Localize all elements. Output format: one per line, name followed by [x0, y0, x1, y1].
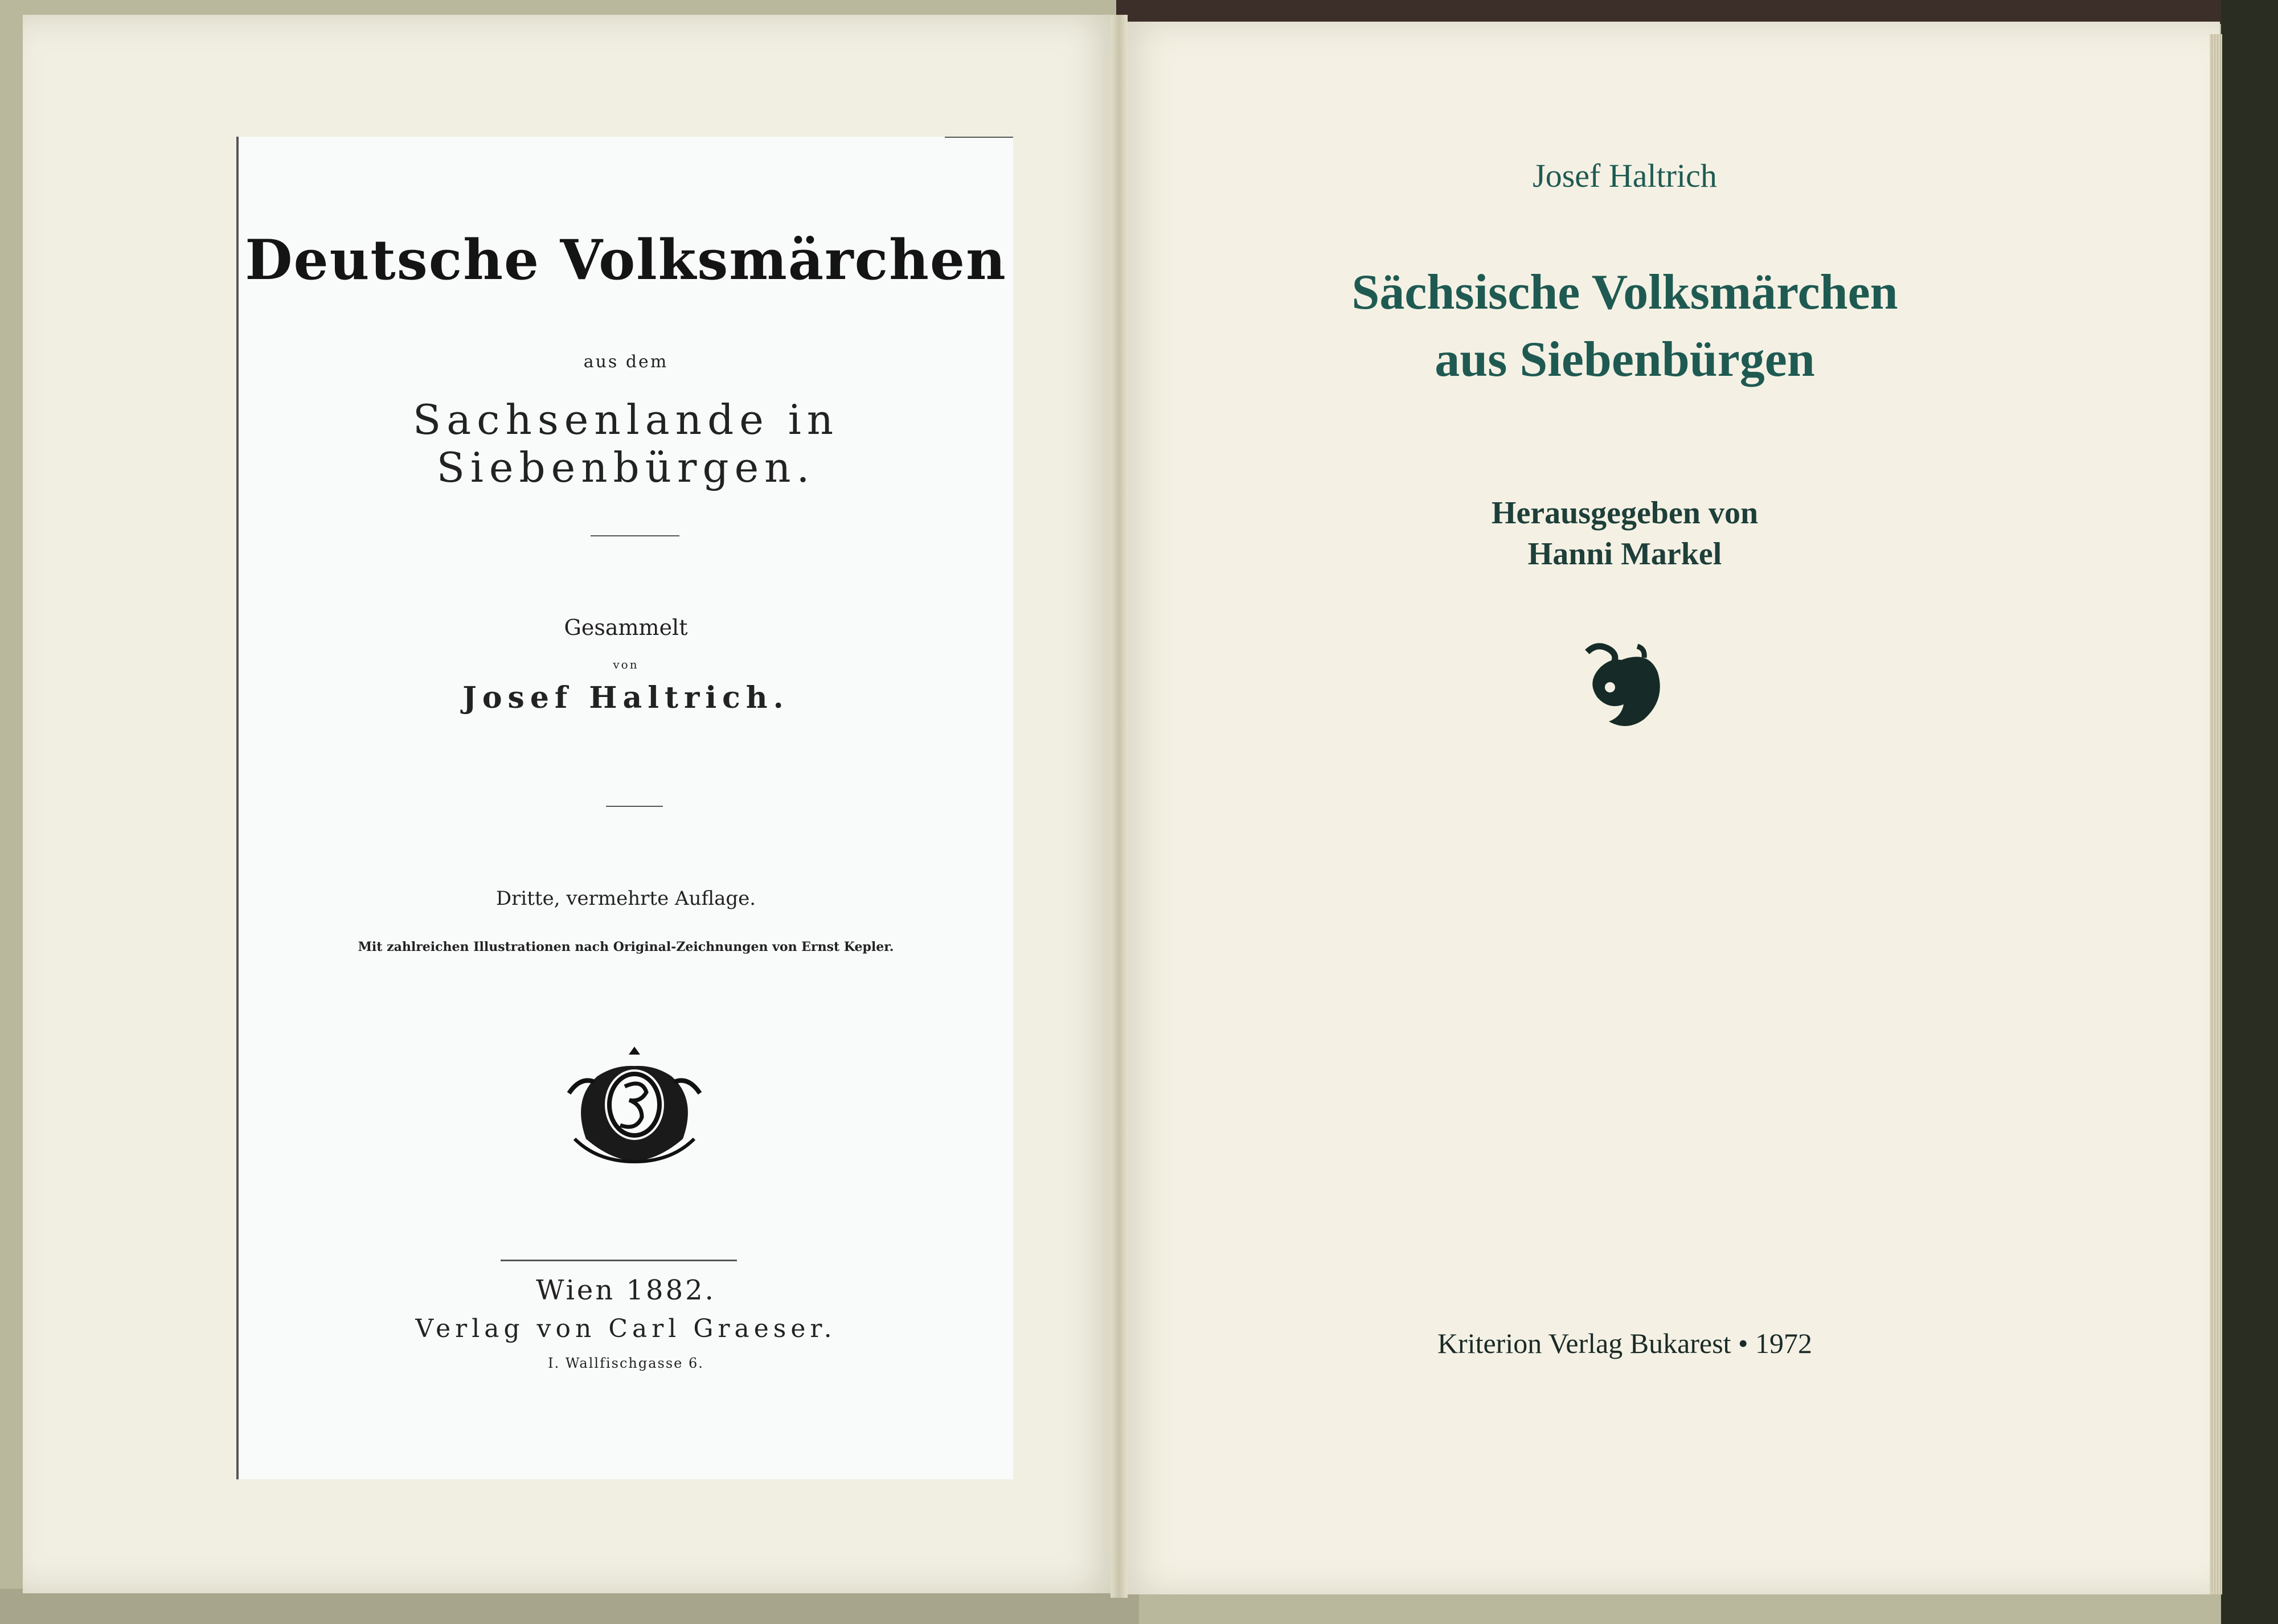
editor-line-1: Herausgegeben von: [1491, 495, 1759, 531]
facsimile-title-page: [236, 137, 1013, 1479]
title-line-1: Sächsische Volksmärchen: [1351, 265, 1898, 320]
editor-name: Hanni Markel: [1527, 536, 1722, 572]
book-fore-edge: [2221, 0, 2278, 1624]
facsimile-subtitle: Sachsenlande in Siebenbürgen.: [412, 396, 839, 491]
facsimile-title: Deutsche Volksmärchen: [245, 228, 1007, 292]
facsimile-author: Josef Haltrich.: [462, 680, 789, 715]
kriterion-logo-icon: [1580, 641, 1663, 732]
divider-rule: [591, 535, 679, 536]
facsimile-address: I. Wallfischgasse 6.: [548, 1355, 704, 1371]
author-name: Josef Haltrich: [1533, 157, 1717, 194]
cover-bottom-edge: [0, 1589, 1139, 1624]
divider-rule: [606, 806, 663, 807]
divider-rule: [501, 1260, 737, 1261]
book-gutter: [1111, 15, 1128, 1598]
cover-top-edge: [1116, 0, 2278, 24]
book-title: [1121, 259, 2129, 393]
facsimile-illustrations: Mit zahlreichen Illustrationen nach Original-Zeichnungen von Ernst Kepler.: [358, 940, 894, 954]
top-rule: [945, 137, 1013, 138]
title-line-2: aus Siebenbürgen: [1435, 332, 1815, 387]
page-stack-edge: [2210, 34, 2222, 1594]
monogram-crest-icon: [558, 1042, 711, 1164]
facsimile-place-year: Wien 1882.: [536, 1274, 716, 1306]
facsimile-collected: Gesammelt: [564, 615, 688, 640]
publisher-imprint: Kriterion Verlag Bukarest • 1972: [1437, 1327, 1813, 1359]
facsimile-aus-dem: aus dem: [583, 352, 669, 372]
facsimile-edition: Dritte, vermehrte Auflage.: [495, 887, 756, 910]
editor-block: [1121, 493, 2129, 575]
facsimile-publisher: Verlag von Carl Graeser.: [415, 1314, 837, 1343]
facsimile-von: von: [613, 658, 639, 671]
